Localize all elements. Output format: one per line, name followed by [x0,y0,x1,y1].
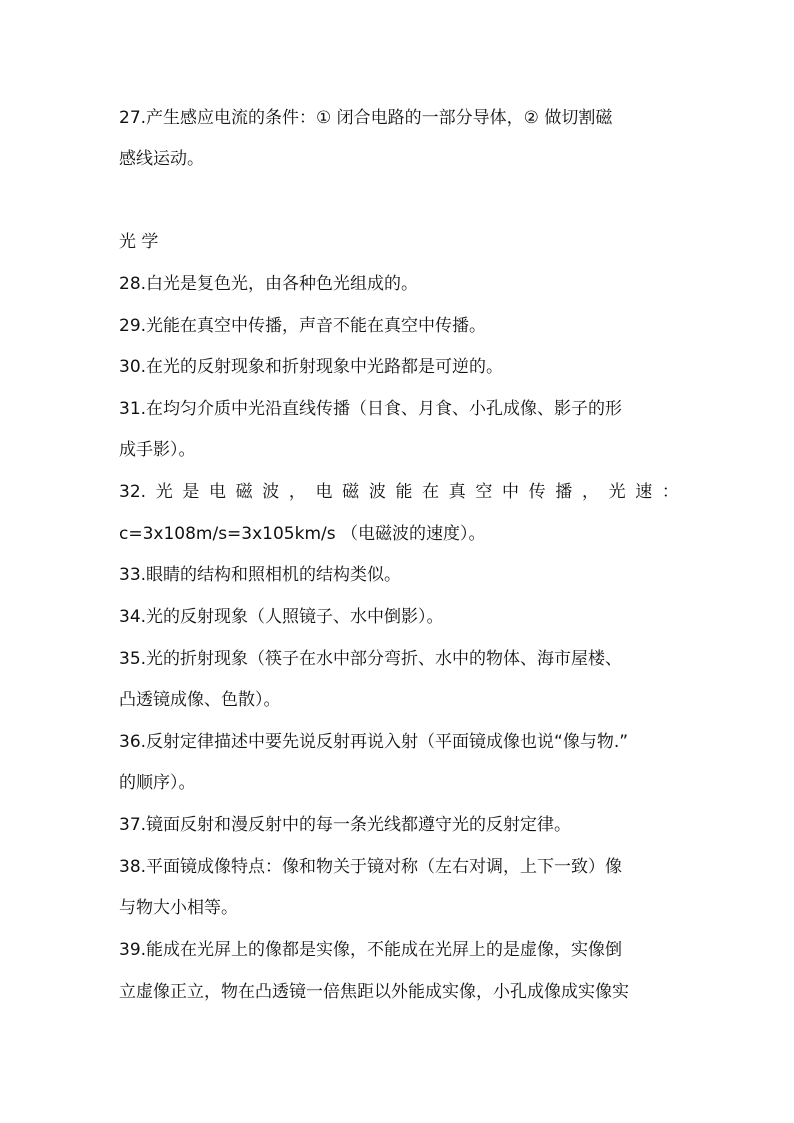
item-32-token: 磁 [235,482,253,502]
item-32-token: ： [661,482,679,502]
item-32-token: 空 [475,482,493,502]
item-32-token: 播 [555,482,573,502]
item-32-token: 光 [608,482,626,502]
item-29: 29.光能在真空中传播，声音不能在真空中传播。 [119,316,487,336]
item-31-line-2: 成手影）。 [119,440,196,460]
item-28: 28.白光是复色光，由各种色光组成的。 [119,274,419,294]
item-32-token: 磁 [342,482,360,502]
item-32-token: 传 [528,482,546,502]
item-32-token: 中 [502,482,520,502]
item-27-line-1: 27.产生感应电流的条件：① 闭合电路的一部分导体，② 做切割磁 [119,108,613,128]
item-32-line-1 [119,480,679,504]
item-36-line-1: 36.反射定律描述中要先说反射再说入射（平面镜成像也说“像与物.” [119,732,629,752]
item-32-token: 能 [395,482,413,502]
item-32-token: 波 [262,482,280,502]
item-36-line-2: 的顺序）。 [119,773,196,793]
item-32-token: 电 [208,482,226,502]
item-27-line-2: 感线运动。 [119,149,204,169]
section-heading-optics: 光 学 [119,232,159,252]
item-37: 37.镜面反射和漫反射中的每一条光线都遵守光的反射定律。 [119,815,572,835]
item-32-token: 在 [422,482,440,502]
item-33: 33.眼睛的结构和照相机的结构类似。 [119,565,402,585]
item-32-token: 电 [315,482,333,502]
item-32-token: 波 [368,482,386,502]
item-32-token: 真 [448,482,466,502]
item-32-token: ， [581,482,599,502]
item-39-line-2: 立虚像正立，物在凸透镜一倍焦距以外能成实像，小孔成像成实像实 [119,982,629,1002]
item-35-line-1: 35.光的折射现象（筷子在水中部分弯折、水中的物体、海市屋楼、 [119,649,623,669]
item-32-token: 光 [155,482,173,502]
item-38-line-2: 与物大小相等。 [119,898,238,918]
item-39-line-1: 39.能成在光屏上的像都是实像，不能成在光屏上的是虚像，实像倒 [119,940,623,960]
item-32-token: 速 [635,482,653,502]
item-34: 34.光的反射现象（人照镜子、水中倒影）。 [119,607,444,627]
item-32-line-2: c=3x108m/s=3x105km/s （电磁波的速度）。 [119,524,486,544]
item-32-token: 是 [182,482,200,502]
item-38-line-1: 38.平面镜成像特点：像和物关于镜对称（左右对调，上下一致）像 [119,857,623,877]
item-35-line-2: 凸透镜成像、色散）。 [119,690,281,710]
item-32-token: 32. [119,482,147,502]
item-32-token: ， [288,482,306,502]
item-31-line-1: 31.在均匀介质中光沿直线传播（日食、月食、小孔成像、影子的形 [119,399,623,419]
item-30: 30.在光的反射现象和折射现象中光路都是可逆的。 [119,357,504,377]
